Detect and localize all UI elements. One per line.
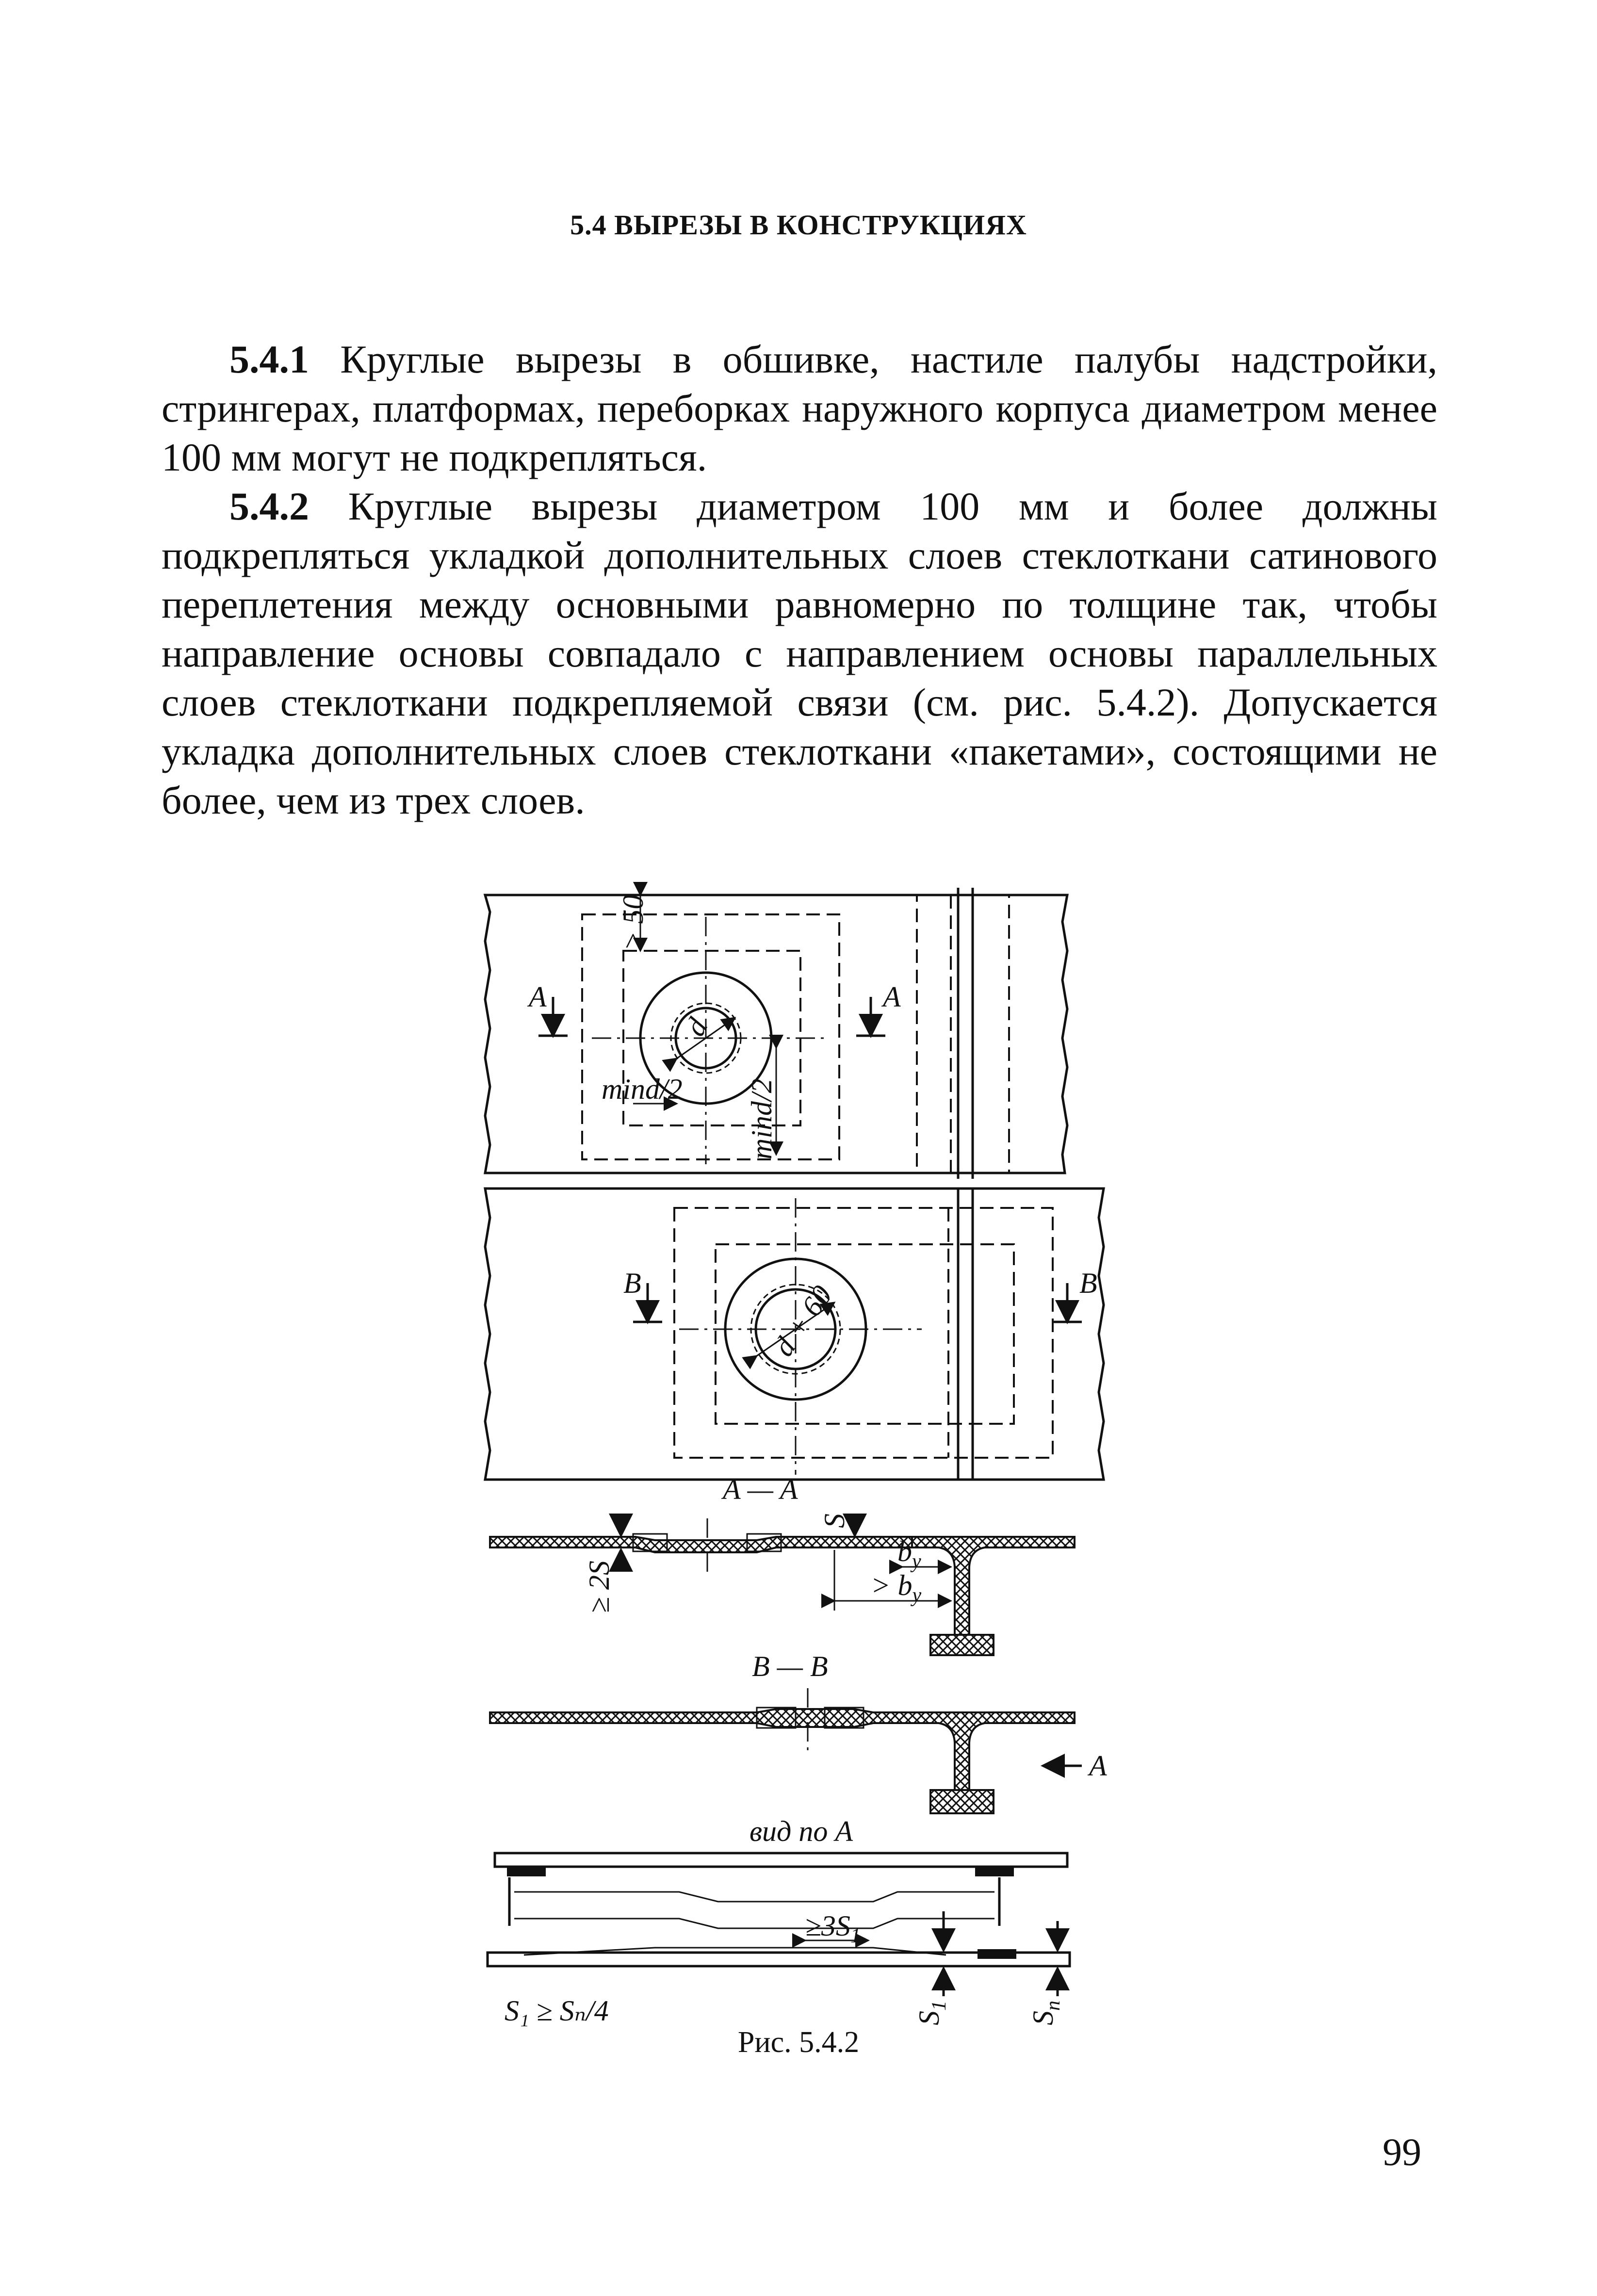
label-view-a: вид по А <box>750 1815 853 1847</box>
label-b-right: B <box>1079 1267 1097 1299</box>
figure-caption: Рис. 5.4.2 <box>737 2026 860 2059</box>
label-by: $b_y$ <box>897 1535 921 1573</box>
paragraph-text: Круглые вырезы диаметром 100 мм и более должны подкрепляться укладкой дополнительных слоев стеклоткани сатинового переплетения между основными равномерно по толщине так, чтобы направление основы совпадало с направлением основы параллельных слоев стеклоткани подкрепляемой связи (см. рис. 5.4.2). Допускается укладка дополнительных слоев стеклоткани «пакетами», состоящими не более, чем из трех слоев. <box>162 484 1438 822</box>
label-s1-relation: S₁ ≥ Sₙ/4 <box>505 1995 609 2027</box>
page-number: 99 <box>1383 2131 1421 2174</box>
paragraph-number: 5.4.1 <box>229 337 309 381</box>
label-a-view: A <box>1089 1750 1107 1782</box>
label-ge3s1: $\ge 3S_1$ <box>805 1910 861 1947</box>
label-sn: $S_n$ <box>1027 2001 1064 2025</box>
section-aa <box>490 1473 1075 1655</box>
label-section-aa: A — A <box>723 1473 798 1505</box>
label-d60: d + 60 <box>767 1280 838 1362</box>
section-bb <box>490 1650 1107 1813</box>
label-d-1: d <box>679 1012 714 1042</box>
label-b-left: B <box>623 1267 641 1299</box>
paragraph-number: 5.4.2 <box>229 484 309 528</box>
label-gt-by: > $b_y$ <box>871 1569 922 1607</box>
section-heading: 5.4 ВЫРЕЗЫ В КОНСТРУКЦИЯХ <box>570 209 1027 241</box>
paragraph-text: Круглые вырезы в обшивке, настиле палубы надстройки, стрингерах, платформах, переборках наружного корпуса диаметром менее 100 мм могут не подкрепляться. <box>162 337 1437 479</box>
plate-b-plan <box>485 1189 1104 1480</box>
plate-a-plan <box>485 888 1067 1179</box>
label-s1: $S_1$ <box>913 2001 950 2025</box>
label-a-right: A <box>883 981 901 1013</box>
label-mind2-h: mind/2 <box>602 1073 683 1105</box>
label-ge2s: ≥ 2S <box>583 1561 615 1613</box>
view-along-a <box>488 1815 1070 2027</box>
label-mind2-v: mind/2 <box>746 1078 778 1159</box>
label-a-left: A <box>529 981 547 1013</box>
label-section-bb: B — B <box>752 1650 828 1682</box>
label-min50: > 50 <box>617 895 649 951</box>
label-s: S <box>818 1514 850 1528</box>
